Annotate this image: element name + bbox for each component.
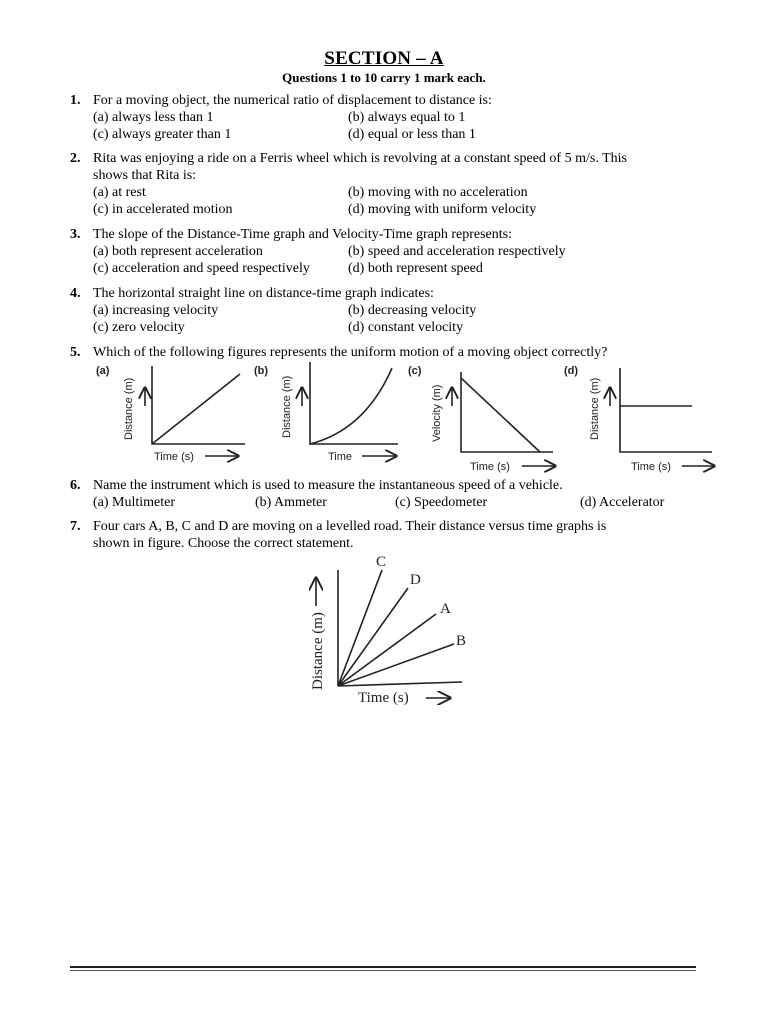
figure-ylabel: Distance (m) xyxy=(310,612,326,690)
figure-xlabel: Time (s) xyxy=(358,690,409,706)
question-number: 1. xyxy=(70,93,81,108)
question-number: 3. xyxy=(70,227,81,242)
figure-xlabel: Time xyxy=(328,451,353,463)
option-b: (b) decreasing velocity xyxy=(348,303,477,318)
question-text-line-1: Four cars A, B, C and D are moving on a levelled road. Their distance versus time graphs is xyxy=(93,519,607,534)
question-number: 2. xyxy=(70,151,81,166)
option-b: (b) always equal to 1 xyxy=(348,110,466,125)
line-label-b: B xyxy=(456,633,467,649)
figure-xlabel: Time (s) xyxy=(631,461,671,473)
section-subtitle: Questions 1 to 10 carry 1 mark each. xyxy=(282,70,486,85)
option-d: (d) equal or less than 1 xyxy=(348,127,476,142)
option-d: (d) both represent speed xyxy=(348,261,483,276)
option-a: (a) at rest xyxy=(93,185,146,200)
question-7-figure xyxy=(290,550,490,710)
figure-c xyxy=(408,365,555,473)
option-a: (a) always less than 1 xyxy=(93,110,214,125)
question-text: Which of the following figures represents the uniform motion of a moving object correctly? xyxy=(93,345,608,360)
option-b: (b) moving with no acceleration xyxy=(348,185,528,200)
question-text: For a moving object, the numerical ratio of displacement to distance is: xyxy=(93,93,492,108)
line-b xyxy=(338,644,454,686)
figure-ylabel: Distance (m) xyxy=(281,375,293,438)
footer-rule xyxy=(70,966,696,968)
question-5-figures xyxy=(0,358,768,478)
option-b: (b) speed and acceleration respectively xyxy=(348,244,566,259)
question-text-line-2: shows that Rita is: xyxy=(93,168,197,183)
figure-xlabel: Time (s) xyxy=(154,451,194,463)
line-c xyxy=(338,570,382,686)
line-d xyxy=(338,588,408,686)
option-c: (c) always greater than 1 xyxy=(93,127,232,142)
option-a: (a) increasing velocity xyxy=(93,303,219,318)
question-text: The horizontal straight line on distance-time graph indicates: xyxy=(93,286,434,301)
figure-line xyxy=(461,378,540,452)
option-d: (d) Accelerator xyxy=(580,495,665,510)
option-c: (c) acceleration and speed respectively xyxy=(93,261,310,276)
figure-xlabel: Time (s) xyxy=(470,461,510,473)
figure-line xyxy=(152,374,240,444)
line-label-a: A xyxy=(440,601,451,617)
question-text-line-1: Rita was enjoying a ride on a Ferris wheel which is revolving at a constant speed of 5 m/s. This xyxy=(93,151,627,166)
line-a xyxy=(338,614,436,686)
question-text: Name the instrument which is used to measure the instantaneous speed of a vehicle. xyxy=(93,478,563,493)
option-d: (d) moving with uniform velocity xyxy=(348,202,537,217)
option-c: (c) Speedometer xyxy=(395,495,488,510)
question-number: 5. xyxy=(70,345,81,360)
question-number: 4. xyxy=(70,286,81,301)
figure-ylabel: Distance (m) xyxy=(589,377,601,440)
question-text: The slope of the Distance-Time graph and Velocity-Time graph represents: xyxy=(93,227,513,242)
figure-ylabel: Velocity (m) xyxy=(431,384,443,442)
question-number: 7. xyxy=(70,519,81,534)
option-a: (a) Multimeter xyxy=(93,495,176,510)
figure-label: (a) xyxy=(96,365,110,377)
option-b: (b) Ammeter xyxy=(255,495,327,510)
figure-label: (d) xyxy=(564,365,579,377)
option-a: (a) both represent acceleration xyxy=(93,244,263,259)
figure-d xyxy=(564,365,714,473)
option-c: (c) in accelerated motion xyxy=(93,202,233,217)
figure-label: (c) xyxy=(408,365,422,377)
option-c: (c) zero velocity xyxy=(93,320,185,335)
figure-curve xyxy=(310,368,392,444)
line-label-c: C xyxy=(376,554,387,570)
figure-ylabel: Distance (m) xyxy=(123,377,135,440)
footer-rule-thin xyxy=(70,970,696,971)
figure-x-axis xyxy=(338,682,462,686)
figure-axes xyxy=(461,372,553,452)
question-number: 6. xyxy=(70,478,81,493)
figure-b xyxy=(254,362,398,463)
option-d: (d) constant velocity xyxy=(348,320,464,335)
figure-label: (b) xyxy=(254,365,269,377)
figure-a xyxy=(96,365,245,463)
question-text-line-2: shown in figure. Choose the correct statement. xyxy=(93,536,354,551)
figure-axes xyxy=(310,362,398,444)
section-title: SECTION – A xyxy=(324,48,444,69)
figure-axes xyxy=(620,368,712,452)
line-label-d: D xyxy=(410,572,421,588)
